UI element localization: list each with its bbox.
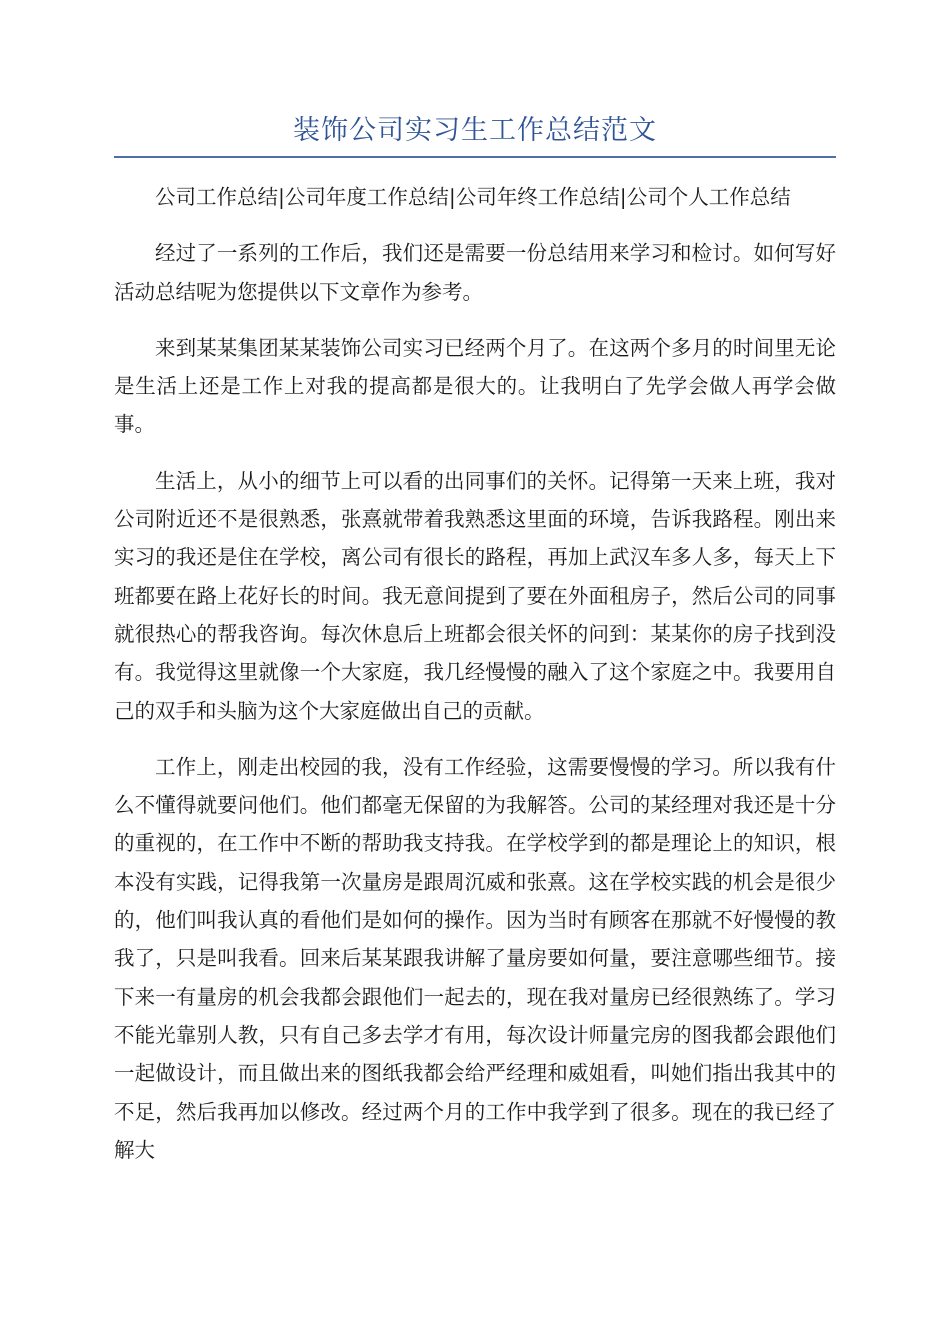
paragraph-intro: 经过了一系列的工作后，我们还是需要一份总结用来学习和检讨。如何写好活动总结呢为您提供以下文章作为参考。: [114, 241, 836, 304]
paragraph-categories: 公司工作总结|公司年度工作总结|公司年终工作总结|公司个人工作总结: [155, 185, 791, 209]
document-title: 装饰公司实习生工作总结范文: [293, 115, 657, 146]
document-body: [114, 178, 836, 1169]
paragraph-life: 生活上，从小的细节上可以看的出同事们的关怀。记得第一天来上班，我对公司附近还不是很熟悉，张熹就带着我熟悉这里面的环境，告诉我路程。刚出来实习的我还是住在学校，离公司有很长的路程，再加上武汉车多人多，每天上下班都要在路上花好长的时间。我无意间提到了要在外面租房子，然后公司的同事就很热心的帮我咨询。每次休息后上班都会很关怀的问到：某某你的房子找到没有。我觉得这里就像一个大家庭，我几经慢慢的融入了这个家庭之中。我要用自己的双手和头脑为这个大家庭做出自己的贡献。: [114, 468, 836, 723]
title-underline: [114, 156, 836, 158]
paragraph-arrival: 来到某某集团某某装饰公司实习已经两个月了。在这两个多月的时间里无论是生活上还是工作上对我的提高都是很大的。让我明白了先学会做人再学会做事。: [114, 335, 836, 437]
document-page: [114, 108, 836, 1187]
paragraph-work: 工作上，刚走出校园的我，没有工作经验，这需要慢慢的学习。所以我有什么不懂得就要问他们。他们都毫无保留的为我解答。公司的某经理对我还是十分的重视的，在工作中不断的帮助我支持我。在学校学到的都是理论上的知识，根本没有实践，记得我第一次量房是跟周沉威和张熹。这在学校实践的机会是很少的，他们叫我认真的看他们是如何的操作。因为当时有顾客在那就不好慢慢的教我了，只是叫我看。回来后某某跟我讲解了量房要如何量，要注意哪些细节。接下来一有量房的机会我都会跟他们一起去的，现在我对量房已经很熟练了。学习不能光靠别人教，只有自己多去学才有用，每次设计师量完房的图我都会跟他们一起做设计，而且做出来的图纸我都会给严经理和威姐看，叫她们指出我其中的不足，然后我再加以修改。经过两个月的工作中我学到了很多。现在的我已经了解大: [114, 754, 836, 1162]
